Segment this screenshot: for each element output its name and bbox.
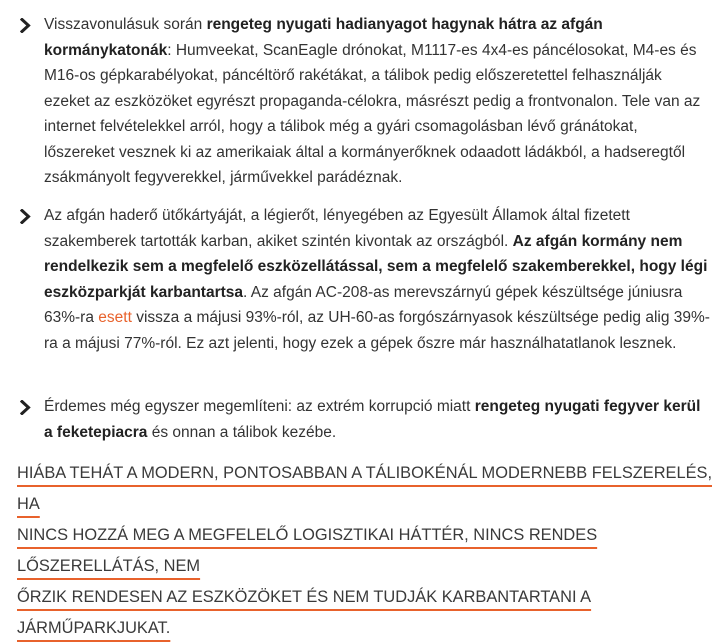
chevron-right-icon <box>20 12 44 38</box>
text-run: Visszavonulásuk során <box>44 16 207 33</box>
bold-text: rengeteg nyugati hadianyagot hagynak hátra az afgán kormánykatonák <box>44 16 603 59</box>
text-run: . Az afgán AC-208-as merevszárnyú gépek készültsége júniusra 63%-ra <box>44 283 683 326</box>
bullet-text <box>44 203 710 356</box>
text-run: Érdemes még egyszer megemlíteni: az extrém korrupció miatt <box>44 398 475 415</box>
chevron-right-icon <box>20 203 44 229</box>
bold-text: rengeteg nyugati fegyver kerül a feketepiacra <box>44 398 701 441</box>
bullet-item <box>20 203 710 356</box>
text-run: Az afgán haderő ütőkártyáját, a légierőt, lényegében az Egyesült Államok által fizetett szakemberek tartották karban, akiket szintén kivontak az országból. <box>44 207 630 250</box>
highlight-quote <box>17 458 712 644</box>
chevron-right-icon <box>20 394 44 420</box>
bullet-item <box>20 394 710 445</box>
link-esett[interactable]: esett <box>98 309 132 326</box>
bold-text: Az afgán kormány nem rendelkezik sem a megfelelő eszközellátással, sem a megfelelő szakemberekkel, hogy légi eszközparkját karbantartsa <box>44 232 708 301</box>
bullet-text <box>44 12 710 191</box>
bullet-text <box>44 394 710 445</box>
text-run: és onnan a tálibok kezébe. <box>147 423 337 441</box>
text-run: : Humveekat, ScanEagle drónokat, M1117-es 4x4-es páncélosokat, M4-es és M16-os gépkarabélyokat, páncéltörő rakétákat, a tálibok pedig előszeretettel felhasználják ezeket az eszközöket egyrészt propaganda-célokra, másrészt pedig a frontvonalon. Tele van az internet felvételekkel arról, hogy a tálibok még a gyári csomagolásban lévő gránátokat, lőszereket vesznek ki az amerikaiak által a kormányerőknek odaadott ládákból, a hadseregtől zsákmányolt fegyverekkel, járművekkel parádéznak. <box>44 41 701 186</box>
quote-line: NINCS HOZZÁ MEG A MEGFELELŐ LOGISZTIKAI HÁTTÉR, NINCS RENDES LŐSZERELLÁTÁS, NEM <box>17 526 598 575</box>
bullet-item <box>20 12 710 191</box>
quote-line: ŐRZIK RENDESEN AZ ESZKÖZÖKET ÉS NEM TUDJÁK KARBANTARTANI A JÁRMŰPARKJUKAT. <box>17 588 592 637</box>
text-run: vissza a májusi 93%-ról, az UH-60-as forgószárnyasok készültsége pedig alig 39%-ra a májusi 77%-ról. Ez azt jelenti, hogy ezek a gépek őszre már használhatatlanok lesznek. <box>44 309 710 352</box>
quote-line: HIÁBA TEHÁT A MODERN, PONTOSABBAN A TÁLIBOKÉNÁL MODERNEBB FELSZERELÉS, HA <box>17 464 712 513</box>
